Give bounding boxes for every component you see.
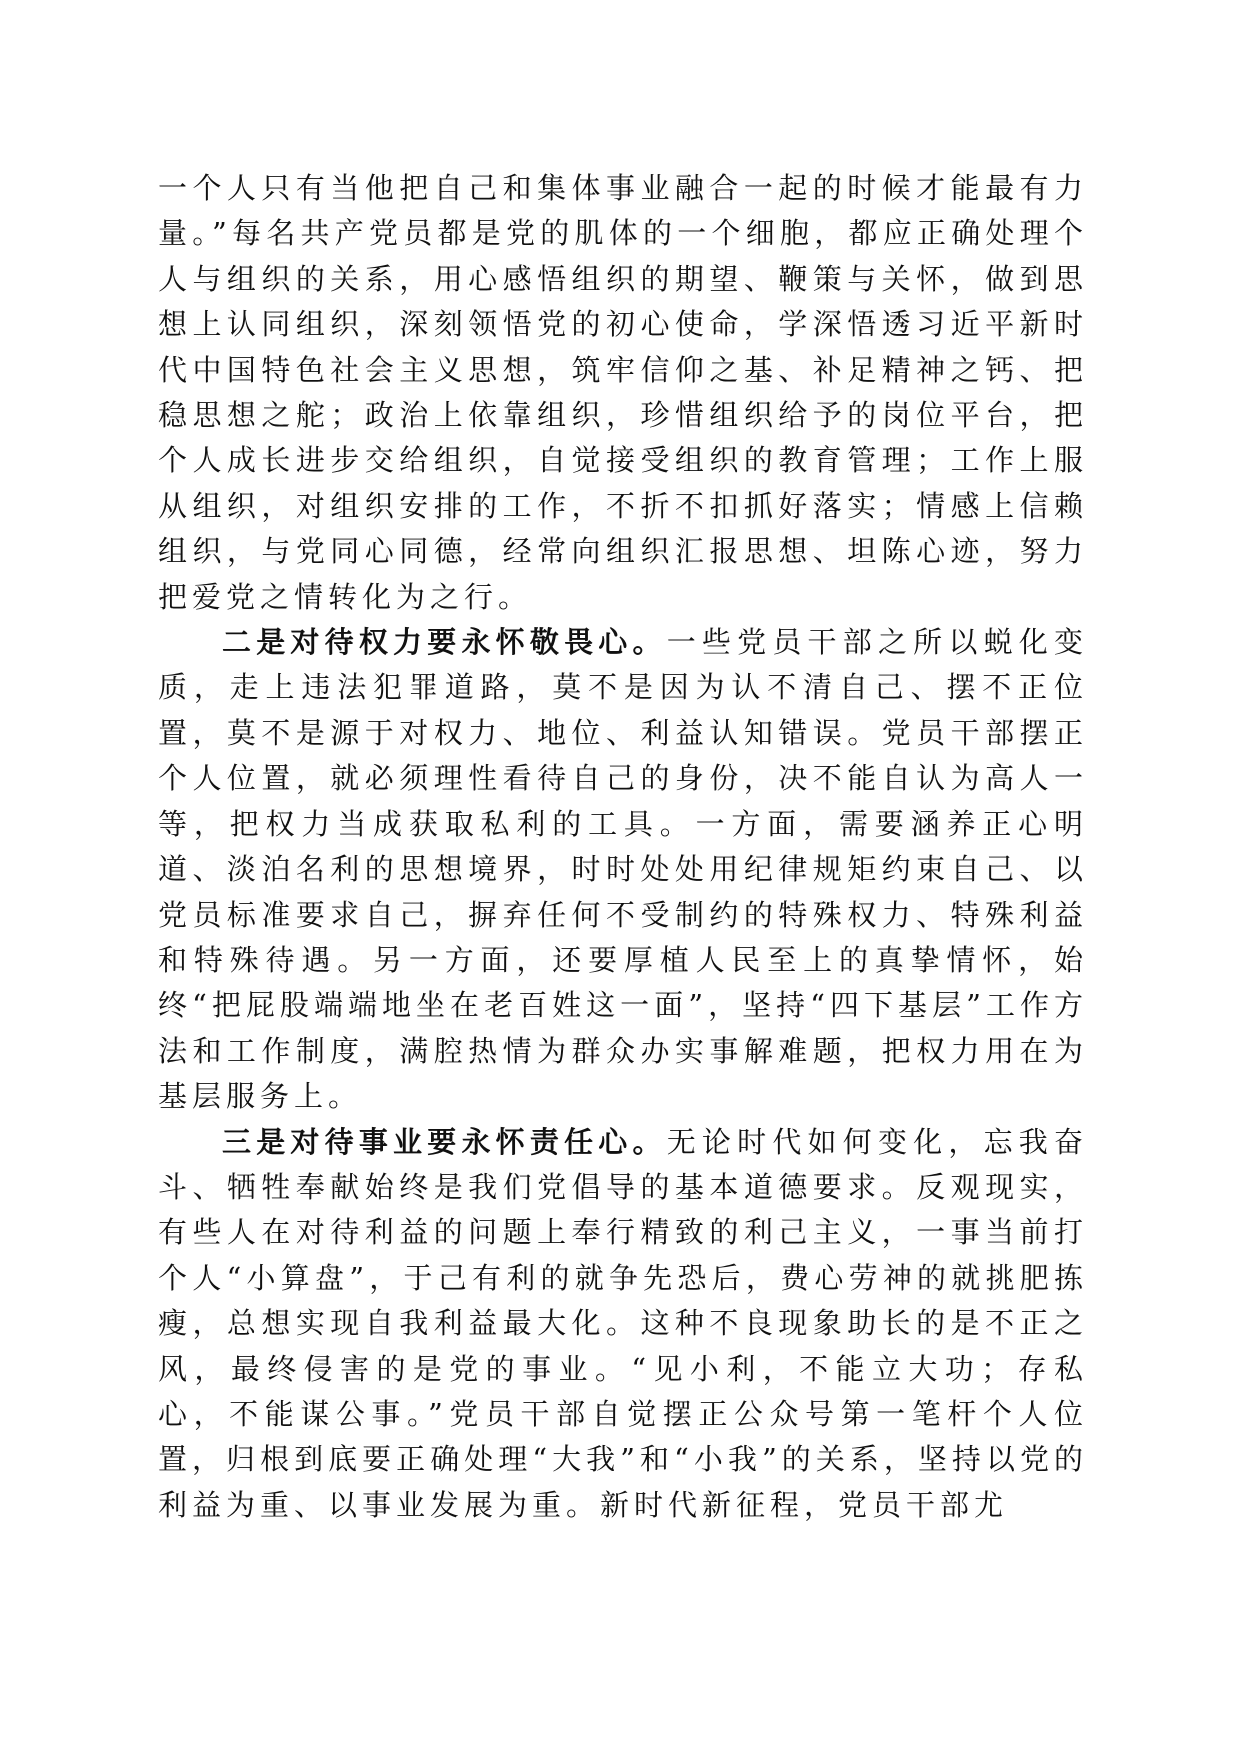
paragraph-text: 一个人只有当他把自己和集体事业融合一起的时候才能最有力量。”每名共产党员都是党的肌体的一个细胞，都应正确处理个人与组织的关系，用心感悟组织的期望、鞭策与关怀，做到思想上认同组织，深刻领悟党的初心使命，学深悟透习近平新时代中国特色社会主义思想，筑牢信仰之基、补足精神之钙、把稳思想之舵；政治上依靠组织，珍惜组织给予的岗位平台，把个人成长进步交给组织，自觉接受组织的教育管理；工作上服从组织，对组织安排的工作，不折不扣抓好落实；情感上信赖组织，与党同心同德，经常向组织汇报思想、坦陈心迹，努力把爱党之情转化为之行。 <box>158 171 1088 614</box>
paragraph-power <box>158 620 1088 1119</box>
document-page <box>158 166 1088 1528</box>
paragraph-heading: 二是对待权力要永怀敬畏心。 <box>222 625 667 660</box>
paragraph-heading: 三是对待事业要永怀责任心。 <box>222 1124 667 1159</box>
paragraph-career <box>158 1120 1088 1529</box>
paragraph-text: 一些党员干部之所以蜕化变质，走上违法犯罪道路，莫不是因为认不清自己、摆不正位置，莫不是源于对权力、地位、利益认知错误。党员干部摆正个人位置，就必须理性看待自己的身份，决不能自认为高人一等，把权力当成获取私利的工具。一方面，需要涵养正心明道、淡泊名利的思想境界，时时处处用纪律规矩约束自己、以党员标准要求自己，摒弃任何不受制约的特殊权力、特殊利益和特殊待遇。另一方面，还要厚植人民至上的真挚情怀，始终“把屁股端端地坐在老百姓这一面”，坚持“四下基层”工作方法和工作制度，满腔热情为群众办实事解难题，把权力用在为基层服务上。 <box>158 625 1088 1114</box>
paragraph-organization <box>158 166 1088 620</box>
paragraph-text: 无论时代如何变化，忘我奋斗、牺牲奉献始终是我们党倡导的基本道德要求。反观现实，有些人在对待利益的问题上奉行精致的利己主义，一事当前打个人“小算盘”，于己有利的就争先恐后，费心劳神的就挑肥拣瘦，总想实现自我利益最大化。这种不良现象助长的是不正之风，最终侵害的是党的事业。“见小利，不能立大功；存私心，不能谋公事。”党员干部自觉摆正公众号第一笔杆个人位置，归根到底要正确处理“大我”和“小我”的关系，坚持以党的利益为重、以事业发展为重。新时代新征程，党员干部尤 <box>158 1124 1088 1522</box>
